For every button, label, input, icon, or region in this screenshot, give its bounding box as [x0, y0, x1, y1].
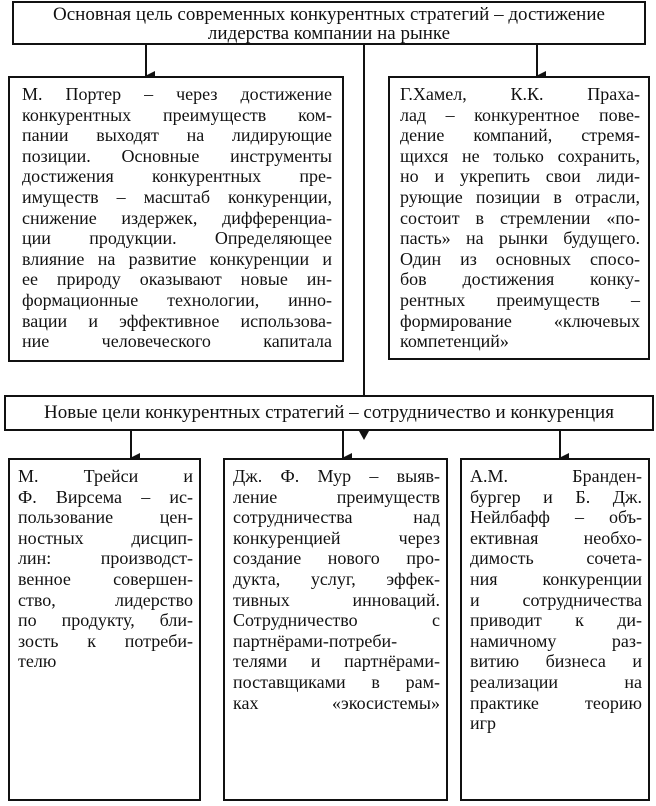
brandenburger-nalebuff-box — [460, 458, 650, 801]
treacy-wiersema-box — [8, 458, 201, 801]
small-pointer-mark — [359, 431, 369, 440]
porter-text: М. Портер – через достижение конкурентных преимуществ ком- пании выходят на лидирующие позиции. Основные инструменты достижения конкурентных пре- имуществ – масштаб конкуренции, снижение издержек, дифференциа- ции продукции. Определяющее влияние на развитие конкуренции и ее природу оказывают новые ин- формационные технологии, инно- вации и эффективное использова- ние человеческого капитала — [22, 84, 332, 352]
moore-box — [223, 458, 448, 801]
main-goal-box — [12, 1, 646, 45]
porter-box — [8, 76, 344, 362]
new-goals-box — [4, 395, 654, 431]
hamel-prahalad-text: Г.Хамел, К.К. Праха- лад – конкурентное пове- дение компаний, стремя- щихся не только сохранить, но и укрепить свои лиди- рующие позиции в отрасли, состоит в стремлении «по- пасть» на рынки будущего. Один из основных спосо- бов достижения конку- рентных преимуществ – формирование «ключевых компетенций» — [400, 84, 640, 352]
brandenburger-nalebuff-text: А.М. Бранден- бургер и Б. Дж. Нейлбафф – объ- ективная необхо- димость сочета- ния конкуренции и сотрудничества приводит к ди- намичному раз- витию бизнеса и реализации на практике теорию игр — [470, 466, 642, 734]
new-goals-text: Новые цели конкурентных стратегий – сотрудничество и конкуренция — [44, 402, 614, 423]
treacy-wiersema-text: М. Трейси и Ф. Вирсема – ис- пользование цен- ностных дисцип- лин: производст- венное совершен- ство, лидерство по продукту, бли- зость к потреби- телю — [18, 466, 193, 672]
moore-text: Дж. Ф. Мур – выяв- ление преимуществ сотрудничества над конкуренцией через создание нового про- дукта, услуг, эффек- тивных инноваций. Сотрудничество с партнёрами-потреби- телями и партнёрами- поставщиками в рам- ках «экосистемы» — [233, 466, 440, 713]
hamel-prahalad-box — [388, 76, 650, 360]
main-goal-text: Основная цель современных конкурентных стратегий – достижение лидерства компании на рынке — [53, 4, 605, 44]
